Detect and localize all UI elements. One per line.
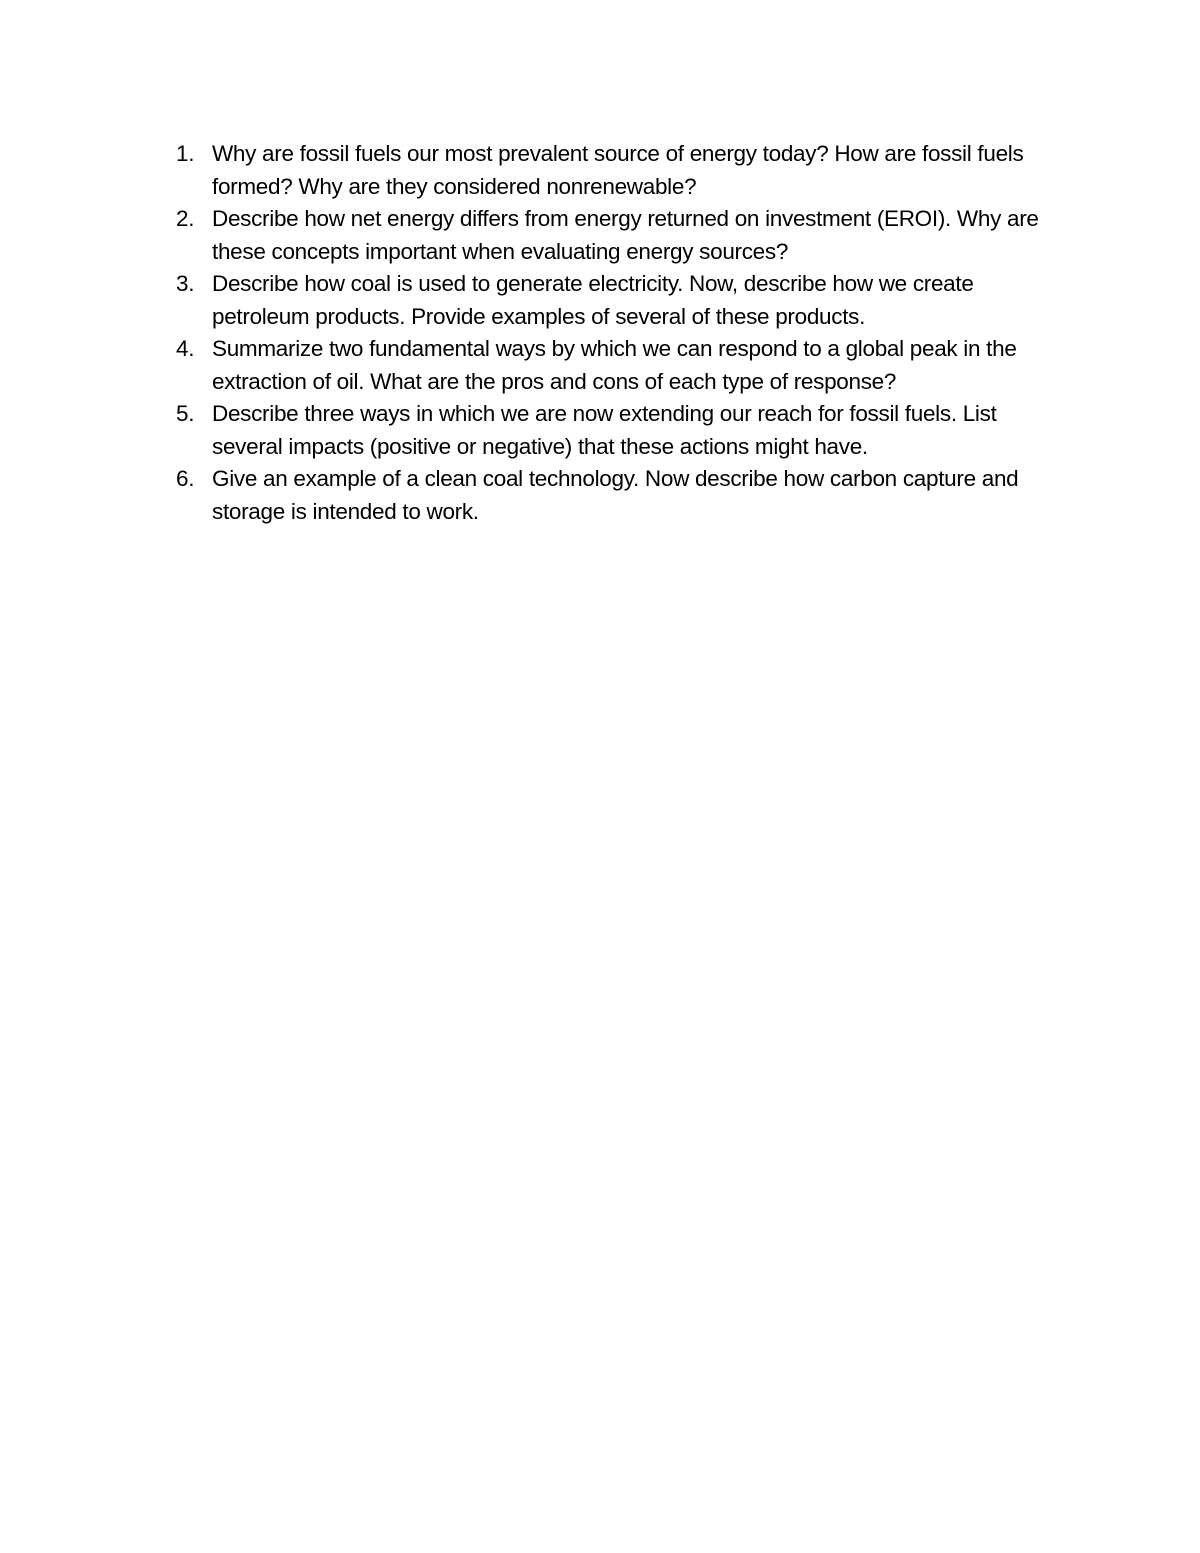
question-item-4 [168, 333, 1068, 398]
question-item-3 [168, 268, 1068, 333]
question-text: Why are fossil fuels our most prevalent source of energy today? How are fossil fuels formed? Why are they considered nonrenewable? [212, 141, 1024, 199]
question-number: 3. [176, 271, 195, 296]
question-item-2 [168, 203, 1068, 268]
question-text: Describe three ways in which we are now extending our reach for fossil fuels. List several impacts (positive or negative) that these actions might have. [212, 401, 997, 459]
question-item-6 [168, 463, 1068, 528]
question-item-1 [168, 138, 1068, 203]
question-number: 1. [176, 141, 195, 166]
question-text: Describe how coal is used to generate electricity. Now, describe how we create petroleum products. Provide examples of several of these products. [212, 271, 974, 329]
question-list [168, 138, 1068, 528]
question-text: Describe how net energy differs from energy returned on investment (EROI). Why are these concepts important when evaluating energy sources? [212, 206, 1039, 264]
question-item-5 [168, 398, 1068, 463]
question-number: 6. [176, 466, 195, 491]
question-text: Give an example of a clean coal technology. Now describe how carbon capture and storage is intended to work. [212, 466, 1019, 524]
question-text: Summarize two fundamental ways by which we can respond to a global peak in the extraction of oil. What are the pros and cons of each type of response? [212, 336, 1017, 394]
question-number: 2. [176, 206, 195, 231]
question-number: 5. [176, 401, 195, 426]
question-number: 4. [176, 336, 195, 361]
